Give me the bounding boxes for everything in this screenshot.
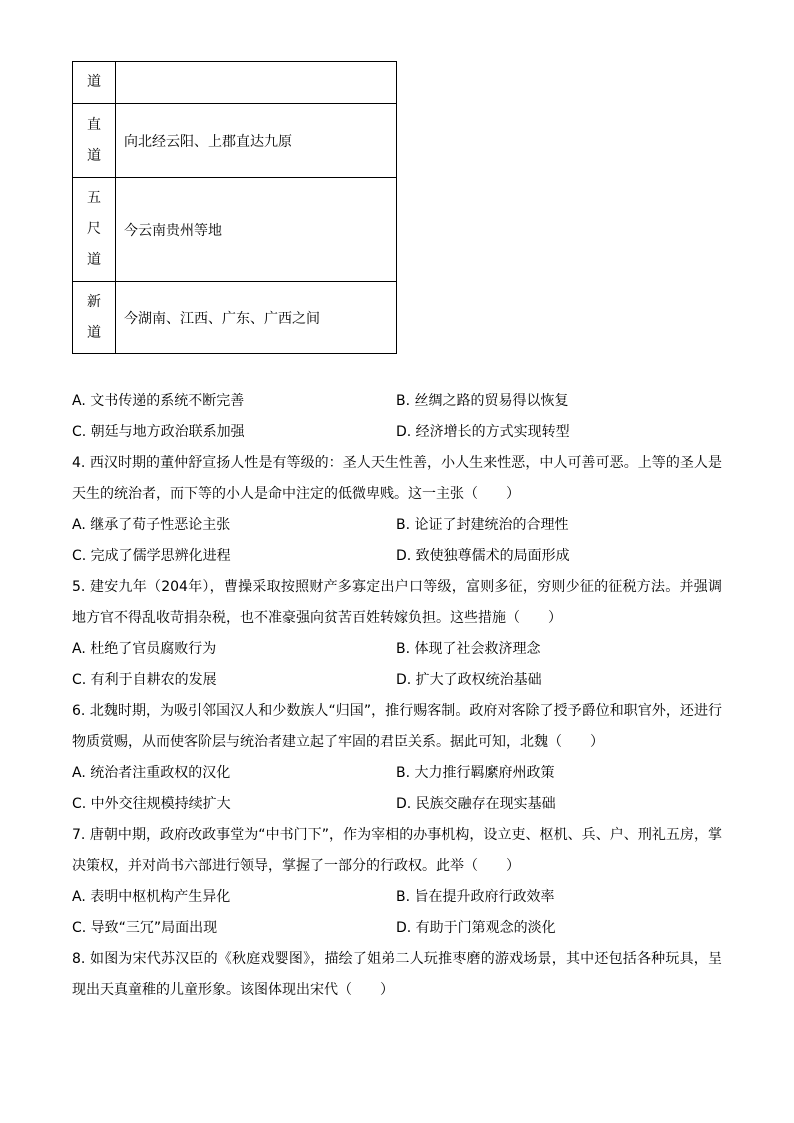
q5-options (72, 634, 722, 696)
road-name-cell (73, 104, 116, 178)
option-b[interactable]: B. 丝绸之路的贸易得以恢复 (396, 393, 569, 409)
questions (72, 386, 722, 1006)
option-c[interactable]: C. 完成了儒学思辨化进程 (72, 548, 231, 564)
road-name-vertical: 直 道 (87, 116, 101, 164)
option-c[interactable]: C. 朝廷与地方政治联系加强 (72, 424, 245, 440)
road-name-cell (73, 282, 116, 354)
option-d[interactable]: D. 民族交融存在现实基础 (396, 796, 556, 812)
option-a[interactable]: A. 继承了荀子性恶论主张 (72, 517, 231, 533)
road-name-cell (73, 62, 116, 104)
option-d[interactable]: D. 致使独尊儒术的局面形成 (396, 548, 570, 564)
road-name-vertical: 五 尺 道 (87, 190, 101, 268)
option-a[interactable]: A. 统治者注重政权的汉化 (72, 765, 231, 781)
q5-stem: 5. 建安九年（204年），曹操采取按照财产多寡定出户口等级，富则多征，穷则少征的征税方法。并强调地方官不得乱收苛捐杂税，也不准豪强向贫苦百姓转嫁负担。这些措施（ ） (72, 579, 722, 626)
road-name-vertical: 新 道 (87, 293, 101, 341)
road-desc-cell (116, 62, 397, 104)
road-desc-cell: 今湖南、江西、广东、广西之间 (116, 282, 397, 354)
q3-options (72, 386, 722, 448)
road-desc-cell: 向北经云阳、上郡直达九原 (116, 104, 397, 178)
option-b[interactable]: B. 旨在提升政府行政效率 (396, 889, 555, 905)
option-b[interactable]: B. 论证了封建统治的合理性 (396, 517, 569, 533)
roads-table (72, 61, 397, 354)
option-b[interactable]: B. 大力推行羁縻府州政策 (396, 765, 555, 781)
option-c[interactable]: C. 有利于自耕农的发展 (72, 672, 217, 688)
road-name: 道 (87, 74, 101, 90)
option-d[interactable]: D. 经济增长的方式实现转型 (396, 424, 570, 440)
option-a[interactable]: A. 杜绝了官员腐败行为 (72, 641, 217, 657)
q6-options (72, 758, 722, 820)
q4-stem: 4. 西汉时期的董仲舒宣扬人性是有等级的：圣人天生性善，小人生来性恶，中人可善可恶。上等的圣人是天生的统治者，而下等的小人是命中注定的低微卑贱。这一主张（ ） (72, 455, 722, 502)
option-a[interactable]: A. 表明中枢机构产生异化 (72, 889, 231, 905)
q7-options (72, 882, 722, 944)
option-c[interactable]: C. 导致“三冗”局面出现 (72, 920, 218, 936)
option-c[interactable]: C. 中外交往规模持续扩大 (72, 796, 231, 812)
table-row (73, 62, 397, 104)
option-d[interactable]: D. 扩大了政权统治基础 (396, 672, 542, 688)
table-row (73, 104, 397, 178)
table-row (73, 178, 397, 282)
option-a[interactable]: A. 文书传递的系统不断完善 (72, 393, 245, 409)
option-b[interactable]: B. 体现了社会救济理念 (396, 641, 541, 657)
q8-stem: 8. 如图为宋代苏汉臣的《秋庭戏婴图》，描绘了姐弟二人玩推枣磨的游戏场景，其中还包括各种玩具，呈现出天真童稚的儿童形象。该图体现出宋代（ ） (72, 951, 722, 998)
road-name-cell (73, 178, 116, 282)
table-row (73, 282, 397, 354)
q4-options (72, 510, 722, 572)
q6-stem: 6. 北魏时期，为吸引邻国汉人和少数族人“归国”，推行赐客制。政府对客除了授予爵位和职官外，还进行物质赏赐，从而使客阶层与统治者建立起了牢固的君臣关系。据此可知，北魏（ ） (72, 703, 722, 750)
q7-stem: 7. 唐朝中期，政府改政事堂为“中书门下”，作为宰相的办事机构，设立吏、枢机、兵、户、刑礼五房，掌决策权，并对尚书六部进行领导，掌握了一部分的行政权。此举（ ） (72, 827, 722, 874)
option-d[interactable]: D. 有助于门第观念的淡化 (396, 920, 556, 936)
road-desc-cell: 今云南贵州等地 (116, 178, 397, 282)
